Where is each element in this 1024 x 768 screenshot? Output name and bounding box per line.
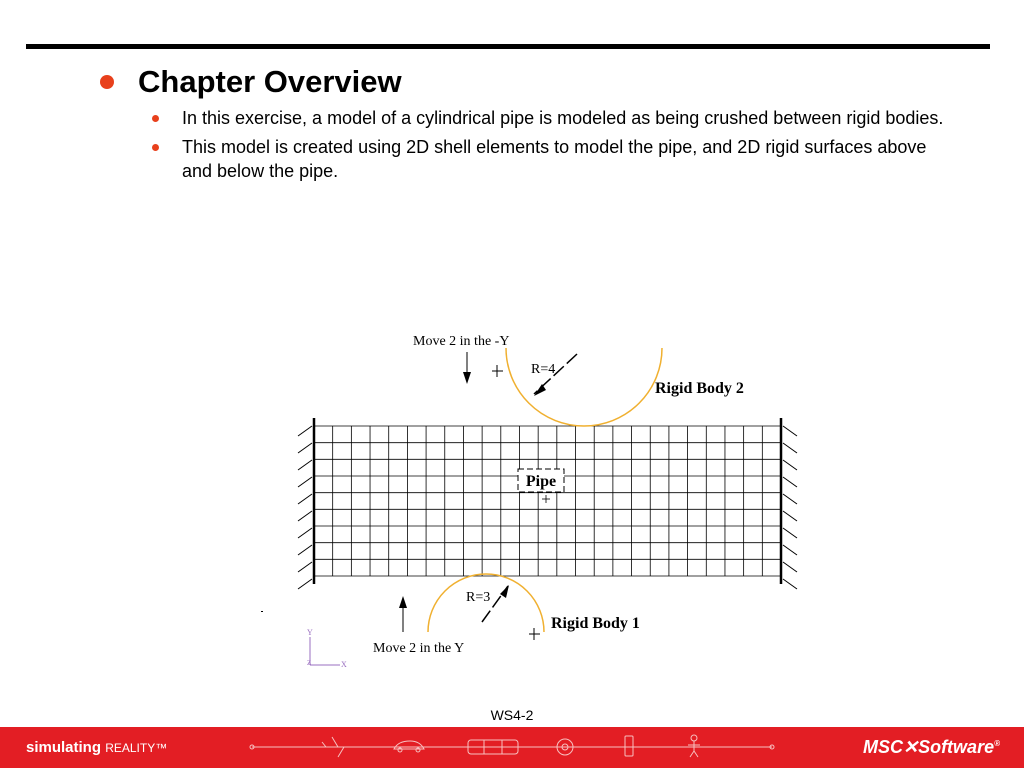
airplane-icon: [322, 737, 360, 757]
bottom-radius-label: R=3: [466, 590, 491, 605]
pipe-mesh: [314, 418, 781, 584]
brand-mark: ®: [994, 739, 1000, 748]
hatch-mark-right: [783, 426, 797, 436]
hatch-mark-right: [783, 579, 797, 589]
hatch-mark-left: [298, 460, 312, 470]
axis-triad: [310, 637, 340, 665]
hatch-mark-right: [783, 562, 797, 572]
pipe-label: Pipe: [525, 473, 557, 490]
hatch-mark-left: [298, 477, 312, 487]
axis-y-label: Y: [307, 628, 313, 637]
hatch-mark-left: [298, 443, 312, 453]
footer-icon-strip: [248, 727, 778, 768]
person-icon: [688, 735, 700, 757]
center-mark-pipe: [542, 495, 550, 503]
phone-icon: [625, 736, 633, 756]
brand-x: ✕: [902, 737, 919, 757]
hatch-mark-left: [298, 579, 312, 589]
hatch-mark-left: [298, 511, 312, 521]
footer-tagline: [26, 739, 167, 756]
top-radius-label: R=4: [531, 362, 556, 377]
footer-bar: [0, 727, 1024, 768]
radius-arrow-bottom: [500, 585, 509, 598]
brand-software: Software: [918, 737, 995, 757]
small-dot: [261, 611, 263, 612]
tagline-bold: simulating: [26, 739, 102, 756]
bullet-text-1: In this exercise, a model of a cylindrical pipe is modeled as being crushed between rigid bodies.: [182, 108, 944, 128]
center-mark-top: [492, 365, 503, 377]
hatch-mark-left: [298, 426, 312, 436]
tagline-rest: REALITY™: [105, 741, 168, 755]
bullet-text-2: This model is created using 2D shell elements to model the pipe, and 2D rigid surfaces above and below the pipe.: [182, 137, 927, 181]
axis-x-label: X: [341, 660, 347, 669]
page-number: WS4-2: [490, 707, 534, 723]
hatch-mark-right: [783, 477, 797, 487]
radius-arrow-top: [534, 384, 546, 396]
hatch-mark-left: [298, 562, 312, 572]
hatch-mark-right: [783, 460, 797, 470]
center-mark-bottom: [529, 628, 540, 640]
hatch-mark-right: [783, 511, 797, 521]
top-body-label: Rigid Body 2: [655, 380, 744, 397]
rigid-body-2-arc: [506, 348, 662, 426]
move-up-arrow-head: [399, 596, 407, 608]
brand-msc: MSC: [862, 737, 903, 757]
hatch-mark-left: [298, 494, 312, 504]
hatch-mark-left: [298, 545, 312, 555]
top-move-label: Move 2 in the -Y: [413, 334, 510, 349]
boundary-hatching: [298, 426, 797, 589]
hatch-mark-right: [783, 545, 797, 555]
hatch-mark-right: [783, 494, 797, 504]
bottom-move-label: Move 2 in the Y: [373, 641, 465, 656]
hatch-mark-right: [783, 528, 797, 538]
move-down-arrow-head: [463, 372, 471, 384]
hatch-mark-left: [298, 528, 312, 538]
bottom-body-label: Rigid Body 1: [551, 615, 640, 632]
footer-brand: [863, 737, 1000, 758]
hatch-mark-right: [783, 443, 797, 453]
axis-z-label: Z: [307, 659, 312, 667]
chapter-title: Chapter Overview: [138, 64, 402, 99]
